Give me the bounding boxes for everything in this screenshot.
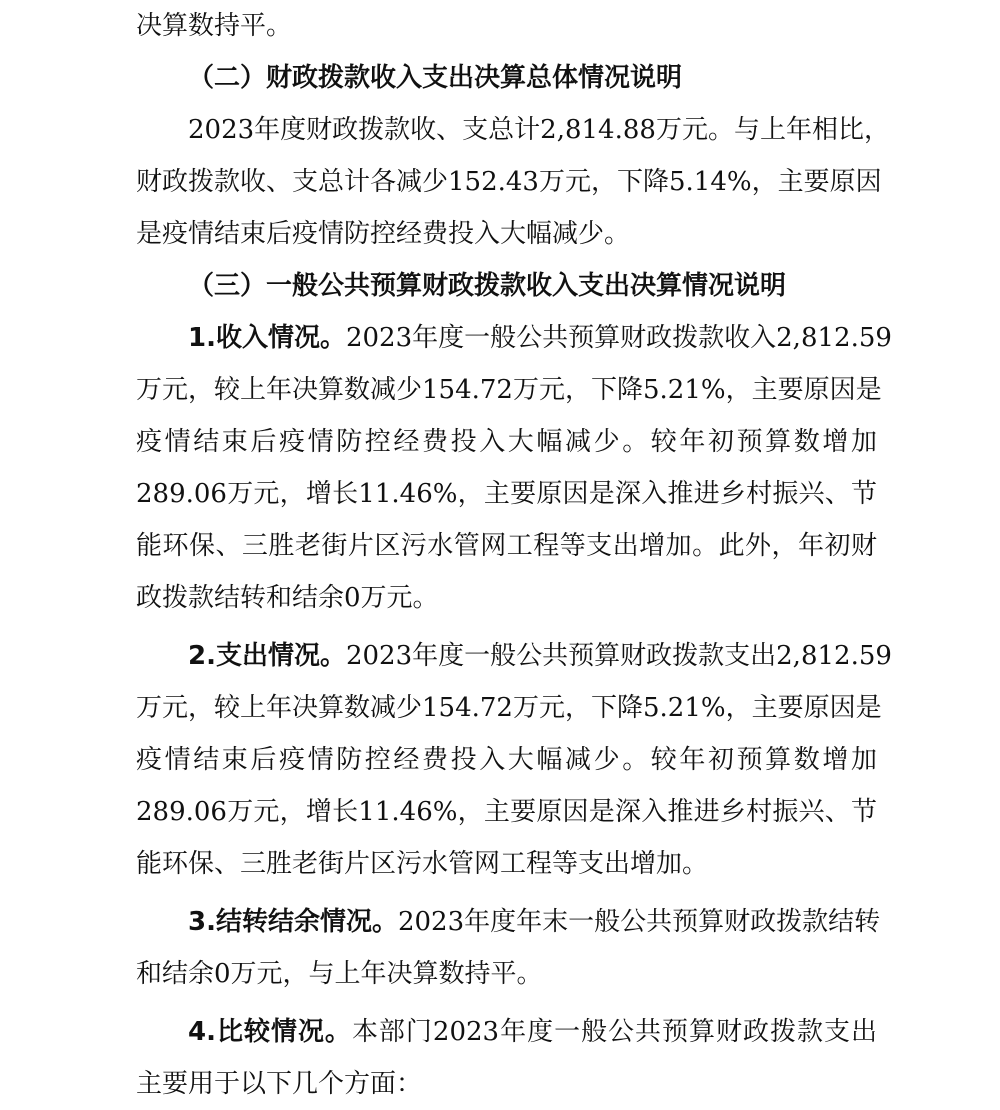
paragraph-line: 289.06万元，增长11.46%，主要原因是深入推进乡村振兴、节 bbox=[136, 797, 877, 827]
paragraph-line: 2023年度财政拨款收、支总计2,814.88万元。与上年相比， bbox=[188, 115, 890, 145]
document-page bbox=[136, 0, 892, 1110]
section-heading-2: （二）财政拨款收入支出决算总体情况说明 bbox=[188, 63, 683, 93]
paragraph-line: 政拨款结转和结余0万元。 bbox=[136, 583, 439, 613]
paragraph-line: 是疫情结束后疫情防控经费投入大幅减少。 bbox=[136, 219, 631, 249]
paragraph-line: 疫情结束后疫情防控经费投入大幅减少。较年初预算数增加 bbox=[136, 427, 877, 457]
paragraph-line bbox=[136, 630, 892, 682]
paragraph-line bbox=[136, 896, 881, 948]
paragraph-line: 财政拨款收、支总计各减少152.43万元，下降5.14%，主要原因 bbox=[136, 167, 882, 197]
paragraph-text: 本部门2023年度一般公共预算财政拨款支出 bbox=[351, 1017, 878, 1047]
paragraph-line bbox=[136, 312, 892, 364]
paragraph-line bbox=[136, 1006, 877, 1058]
paragraph-line: 能环保、三胜老街片区污水管网工程等支出增加。此外，年初财 bbox=[136, 531, 877, 561]
subsection-label-carryover: 3.结转结余情况。 bbox=[188, 907, 398, 937]
paragraph-line: 289.06万元，增长11.46%，主要原因是深入推进乡村振兴、节 bbox=[136, 479, 877, 509]
paragraph-text: 2023年度年末一般公共预算财政拨款结转 bbox=[397, 907, 881, 937]
subsection-label-comparison: 4.比较情况。 bbox=[188, 1017, 352, 1047]
paragraph-line: 能环保、三胜老街片区污水管网工程等支出增加。 bbox=[136, 849, 709, 879]
paragraph-text: 2023年度一般公共预算财政拨款支出2,812.59 bbox=[345, 641, 892, 671]
paragraph-line: 万元，较上年决算数减少154.72万元，下降5.21%，主要原因是 bbox=[136, 375, 882, 405]
paragraph-line: 主要用于以下几个方面： bbox=[136, 1069, 423, 1099]
section-heading-3: （三）一般公共预算财政拨款收入支出决算情况说明 bbox=[188, 271, 787, 301]
paragraph-line: 万元，较上年决算数减少154.72万元，下降5.21%，主要原因是 bbox=[136, 693, 882, 723]
paragraph-line: 和结余0万元，与上年决算数持平。 bbox=[136, 959, 543, 989]
paragraph-text: 2023年度一般公共预算财政拨款收入2,812.59 bbox=[345, 323, 892, 353]
subsection-label-income: 1.收入情况。 bbox=[188, 323, 346, 353]
paragraph-line: 疫情结束后疫情防控经费投入大幅减少。较年初预算数增加 bbox=[136, 745, 877, 775]
subsection-label-expenditure: 2.支出情况。 bbox=[188, 641, 346, 671]
paragraph-line: 决算数持平。 bbox=[136, 11, 293, 41]
